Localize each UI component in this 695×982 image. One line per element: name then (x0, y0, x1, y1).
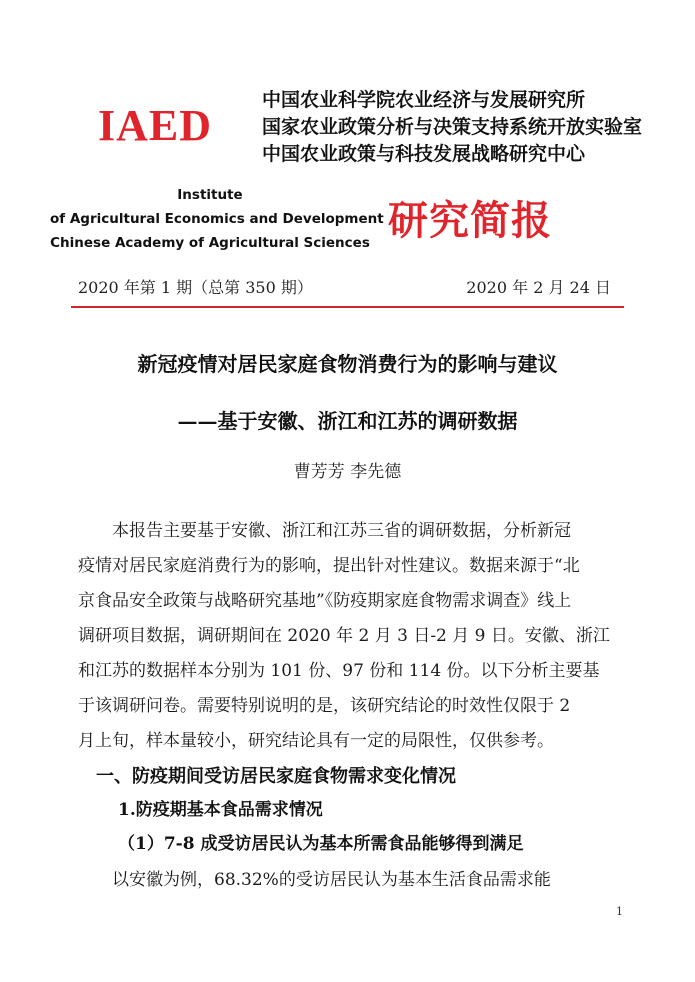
intro-line: 调研项目数据，调研期间在 2020 年 2 月 3 日-2 月 9 日。安徽、浙江 (78, 626, 610, 646)
header-divider (71, 306, 624, 308)
issue-number: 2020 年第 1 期（总第 350 期） (78, 278, 313, 297)
intro-line: 月上旬，样本量较小，研究结论具有一定的局限性，仅供参考。 (78, 731, 554, 751)
article-authors: 曹芳芳 李先德 (293, 462, 402, 482)
sub-subsection-heading: （1）7-8 成受访居民认为基本所需食品能够得到满足 (118, 834, 524, 854)
intro-line: 于该调研问卷。需要特别说明的是，该研究结论的时效性仅限于 2 (78, 696, 571, 716)
intro-line: 本报告主要基于安徽、浙江和江苏三省的调研数据，分析新冠 (112, 521, 571, 541)
article-subtitle: ——基于安徽、浙江和江苏的调研数据 (177, 409, 518, 433)
institution-en-line-2: of Agricultural Economics and Development (50, 211, 384, 227)
brief-title: 研究简报 (388, 197, 552, 244)
intro-line: 疫情对居民家庭消费行为的影响，提出针对性建议。数据来源于“北 (78, 556, 580, 576)
institution-cn-line-2: 国家农业政策分析与决策支持系统开放实验室 (262, 116, 643, 138)
institution-en-line-3: Chinese Academy of Agricultural Sciences (50, 235, 370, 251)
iaed-logo: IAED (98, 101, 213, 150)
intro-line: 京食品安全政策与战略研究基地”《防疫期家庭食物需求调查》线上 (78, 591, 572, 611)
article-title: 新冠疫情对居民家庭食物消费行为的影响与建议 (137, 352, 558, 376)
institution-en-line-1: Institute (177, 187, 243, 203)
intro-line: 和江苏的数据样本分别为 101 份、97 份和 114 份。以下分析主要基 (78, 661, 600, 681)
subsection-heading: 1.防疫期基本食品需求情况 (118, 800, 323, 820)
institution-cn-line-1: 中国农业科学院农业经济与发展研究所 (262, 89, 586, 111)
page-number: 1 (616, 905, 623, 918)
body-line: 以安徽为例，68.32%的受访居民认为基本生活食品需求能 (112, 870, 551, 890)
issue-date: 2020 年 2 月 24 日 (466, 278, 611, 297)
institution-cn-line-3: 中国农业政策与科技发展战略研究中心 (262, 143, 586, 165)
section-heading: 一、防疫期间受访居民家庭食物需求变化情况 (96, 766, 456, 787)
